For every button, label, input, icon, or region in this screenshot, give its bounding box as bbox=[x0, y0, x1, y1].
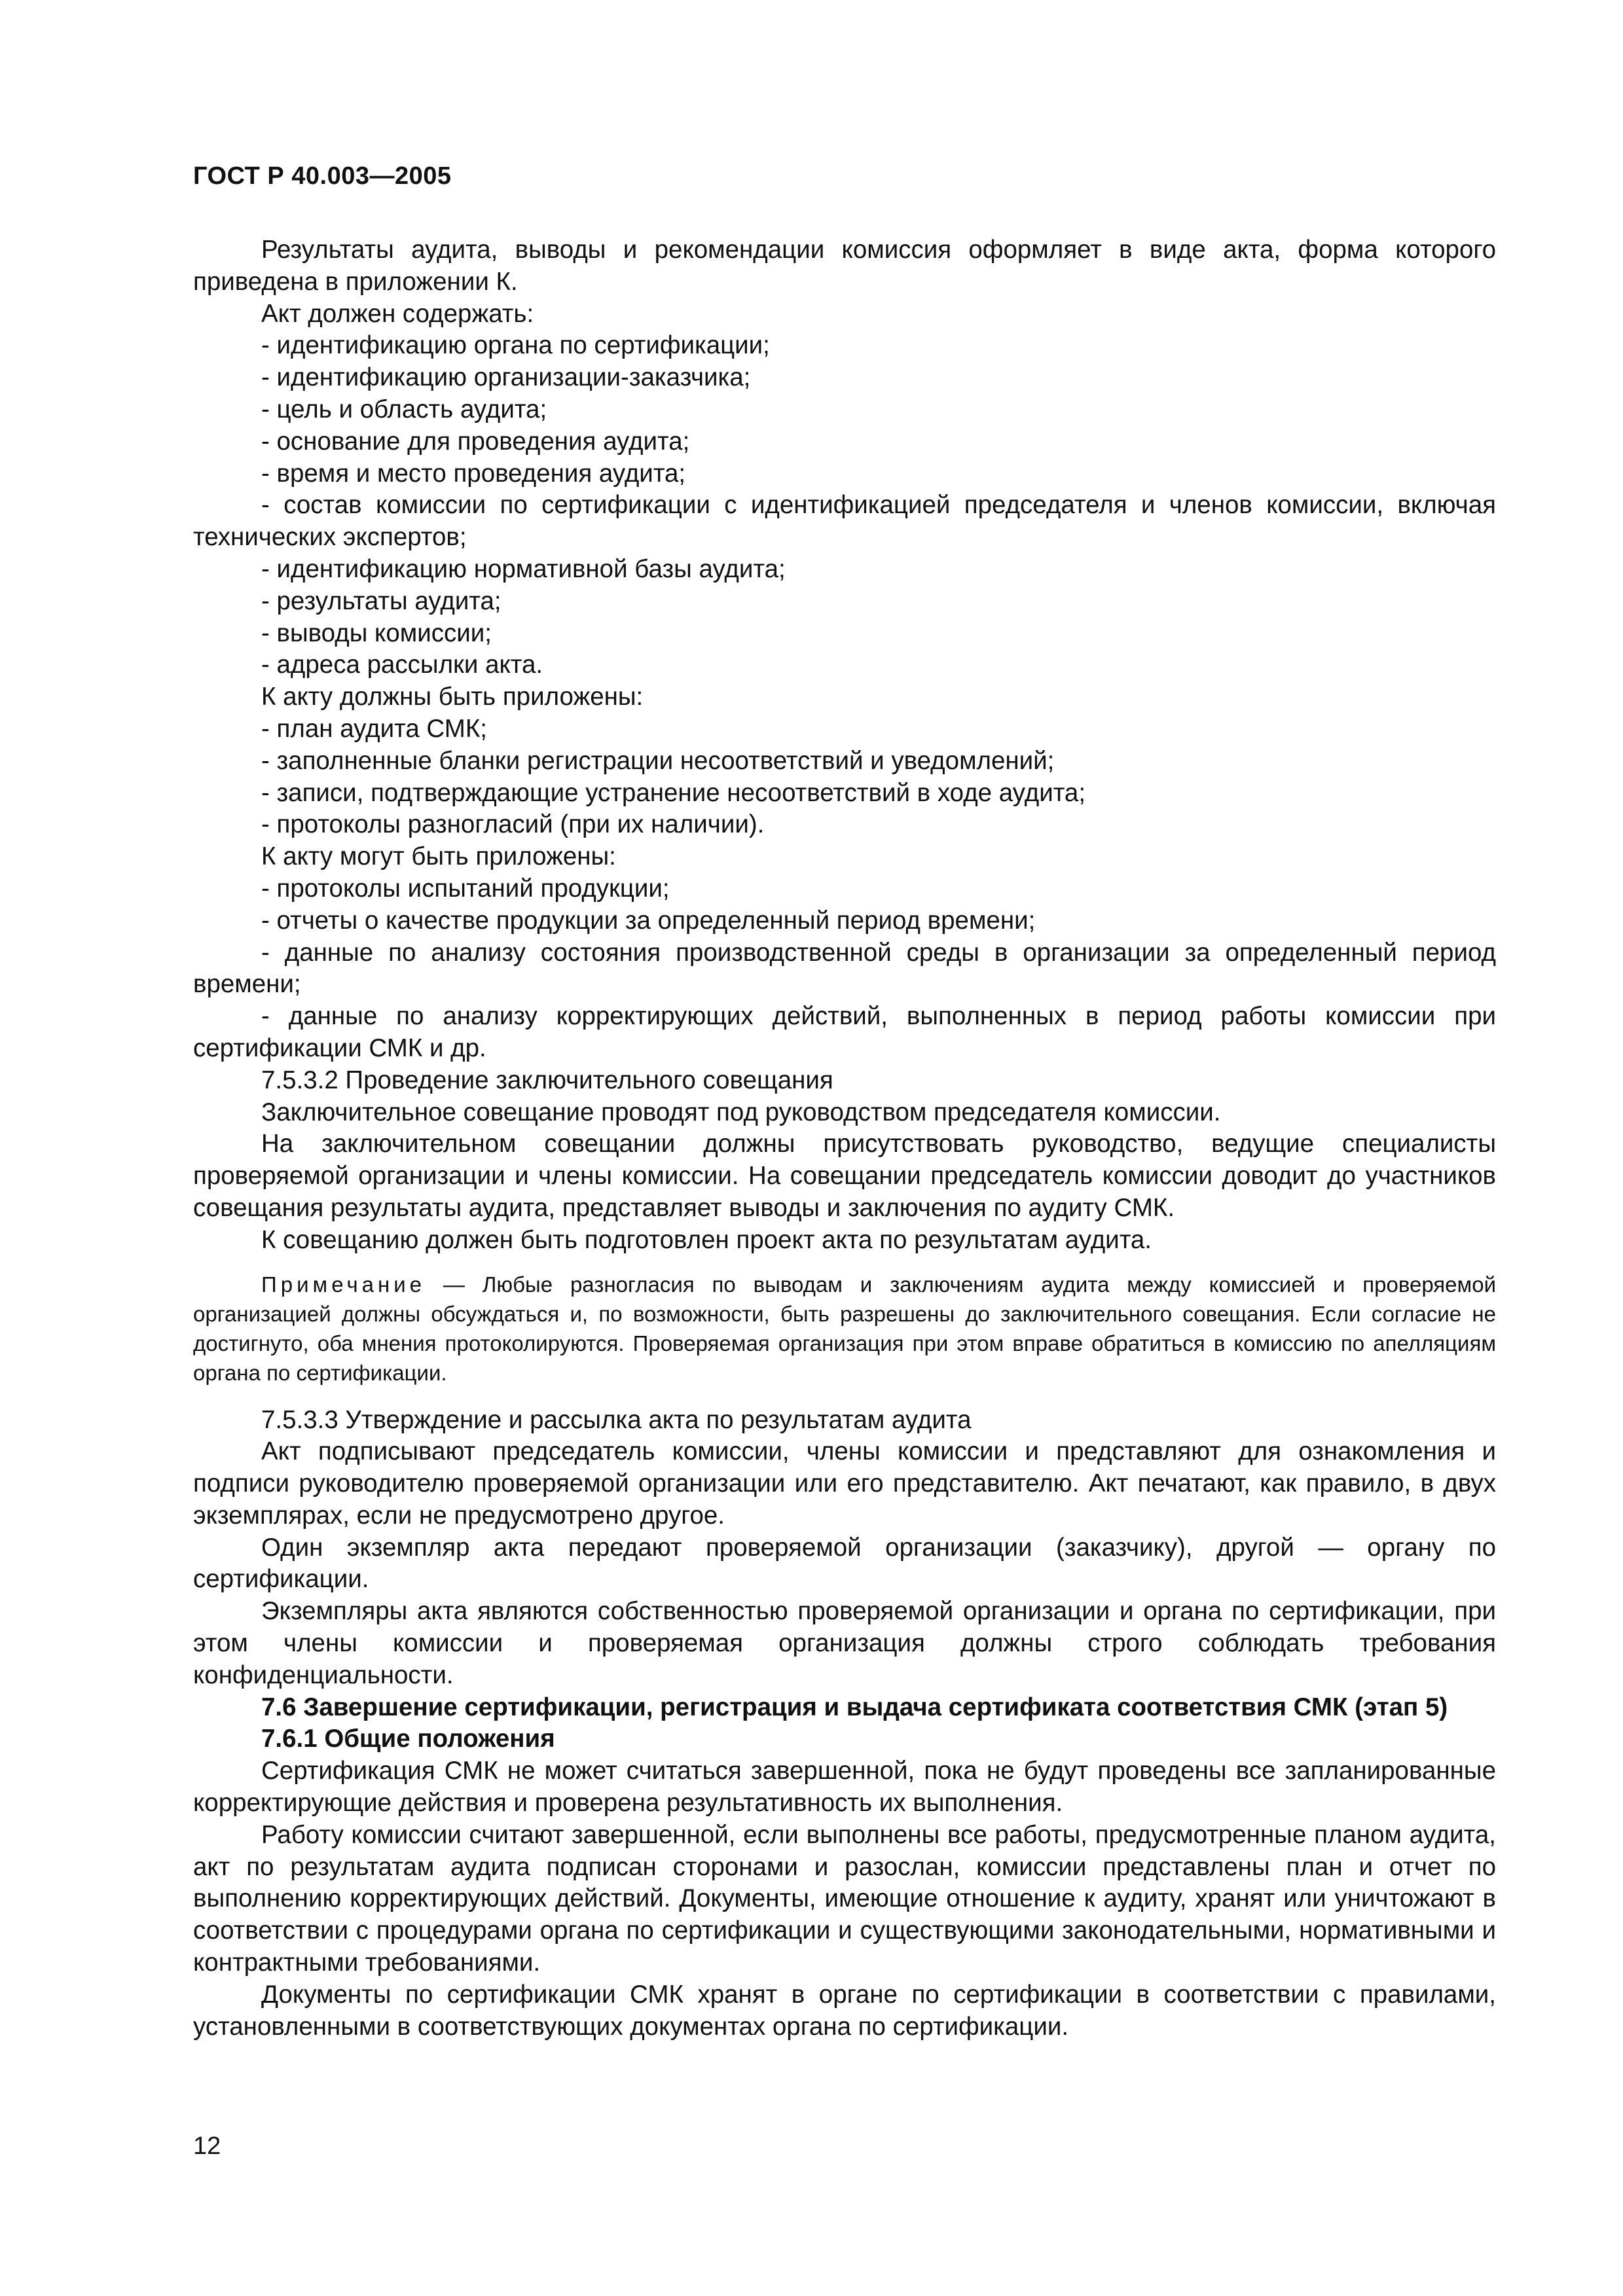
document-body bbox=[193, 234, 1496, 2043]
list-item: - заполненные бланки регистрации несоответствий и уведомлений; bbox=[261, 746, 1055, 775]
note-label: Примечание bbox=[261, 1272, 426, 1297]
note-text: Любые разногласия по выводам и заключениям аудита между комиссией и проверяемой организацией должны обсуждаться и, по возможности, быть разрешены до заключительного совещания. Если согласие не достигнуто, оба мнения протоколируются. Проверяемая организация при этом вправе обратиться в комиссию по апелляциям органа по сертификации. bbox=[193, 1272, 1497, 1385]
paragraph: Документы по сертификации СМК хранят в органе по сертификации в соответствии с правилами, установленными в соответствующих документах органа по сертификации. bbox=[193, 1980, 1496, 2041]
list-item: - отчеты о качестве продукции за определенный период времени; bbox=[261, 906, 1036, 935]
list-item: - протоколы испытаний продукции; bbox=[261, 874, 670, 903]
list-item: - время и место проведения аудита; bbox=[261, 459, 686, 488]
list-item: - состав комиссии по сертификации с идентификацией председателя и членов комиссии, включая технических экспертов; bbox=[193, 491, 1496, 552]
list-item: - выводы комиссии; bbox=[261, 619, 492, 647]
section-heading: 7.6 Завершение сертификации, регистрация и выдача сертификата соответствия СМК (этап 5) bbox=[261, 1693, 1448, 1721]
list-item: - результаты аудита; bbox=[261, 586, 501, 615]
paragraph: Сертификация СМК не может считаться завершенной, пока не будут проведены все запланированные корректирующие действия и проверена результативность их выполнения. bbox=[193, 1757, 1496, 1818]
list-item: - записи, подтверждающие устранение несоответствий в ходе аудита; bbox=[261, 778, 1086, 807]
list-item: - данные по анализу корректирующих действий, выполненных в период работы комиссии при сертификации СМК и др. bbox=[193, 1002, 1496, 1062]
page-number: 12 bbox=[193, 2132, 221, 2160]
list-item: - цель и область аудита; bbox=[261, 395, 547, 423]
list-item: - идентификацию организации-заказчика; bbox=[261, 363, 751, 392]
paragraph: На заключительном совещании должны присутствовать руководство, ведущие специалисты проверяемой организации и члены комиссии. На совещании председатель комиссии доводит до участников совещания результаты аудита, представляет выводы и заключения по аудиту СМК. bbox=[193, 1130, 1496, 1222]
list-item: - план аудита СМК; bbox=[261, 714, 487, 743]
list-item: - протоколы разногласий (при их наличии). bbox=[261, 810, 765, 839]
list-item: - основание для проведения аудита; bbox=[261, 427, 690, 456]
clause-heading: 7.5.3.2 Проведение заключительного совещания bbox=[261, 1066, 833, 1094]
paragraph: Акт подписывают председатель комиссии, члены комиссии и представляют для ознакомления и подписи руководителю проверяемой организации или его представителю. Акт печатают, как правило, в двух экземплярах, если не предусмотрено другое. bbox=[193, 1437, 1496, 1530]
list-item: - данные по анализу состояния производственной среды в организации за определенный период времени; bbox=[193, 938, 1496, 999]
note-dash: — bbox=[426, 1272, 483, 1297]
paragraph: Экземпляры акта являются собственностью проверяемой организации и органа по сертификации, при этом члены комиссии и проверяемая организация должны строго соблюдать требования конфиденциальности. bbox=[193, 1597, 1496, 1689]
list-heading: К акту могут быть приложены: bbox=[261, 842, 616, 871]
paragraph: Работу комиссии считают завершенной, если выполнены все работы, предусмотренные планом аудита, акт по результатам аудита подписан сторонами и разослан, комиссии представлены план и отчет по выполнению корректирующих действий. Документы, имеющие отношение к аудиту, хранят или уничтожают в соответствии с процедурами органа по сертификации и существующими законодательными, нормативными и контрактными требованиями. bbox=[193, 1820, 1496, 1977]
paragraph: Результаты аудита, выводы и рекомендации комиссия оформляет в виде акта, форма которого приведена в приложении К. bbox=[193, 236, 1496, 296]
list-item: - идентификацию нормативной базы аудита; bbox=[261, 554, 786, 583]
subsection-heading: 7.6.1 Общие положения bbox=[261, 1725, 555, 1753]
document-header: ГОСТ Р 40.003—2005 bbox=[193, 162, 452, 190]
clause-heading: 7.5.3.3 Утверждение и рассылка акта по результатам аудита bbox=[261, 1405, 972, 1434]
list-item: - идентификацию органа по сертификации; bbox=[261, 331, 770, 360]
paragraph: Заключительное совещание проводят под руководством председателя комиссии. bbox=[261, 1098, 1221, 1126]
list-heading: К акту должны быть приложены: bbox=[261, 683, 644, 711]
paragraph: Один экземпляр акта передают проверяемой организации (заказчику), другой — органу по сертификации. bbox=[193, 1533, 1496, 1594]
note bbox=[193, 1270, 1496, 1388]
list-heading: Акт должен содержать: bbox=[261, 299, 534, 328]
paragraph: К совещанию должен быть подготовлен проект акта по результатам аудита. bbox=[261, 1225, 1152, 1254]
list-item: - адреса рассылки акта. bbox=[261, 651, 543, 679]
